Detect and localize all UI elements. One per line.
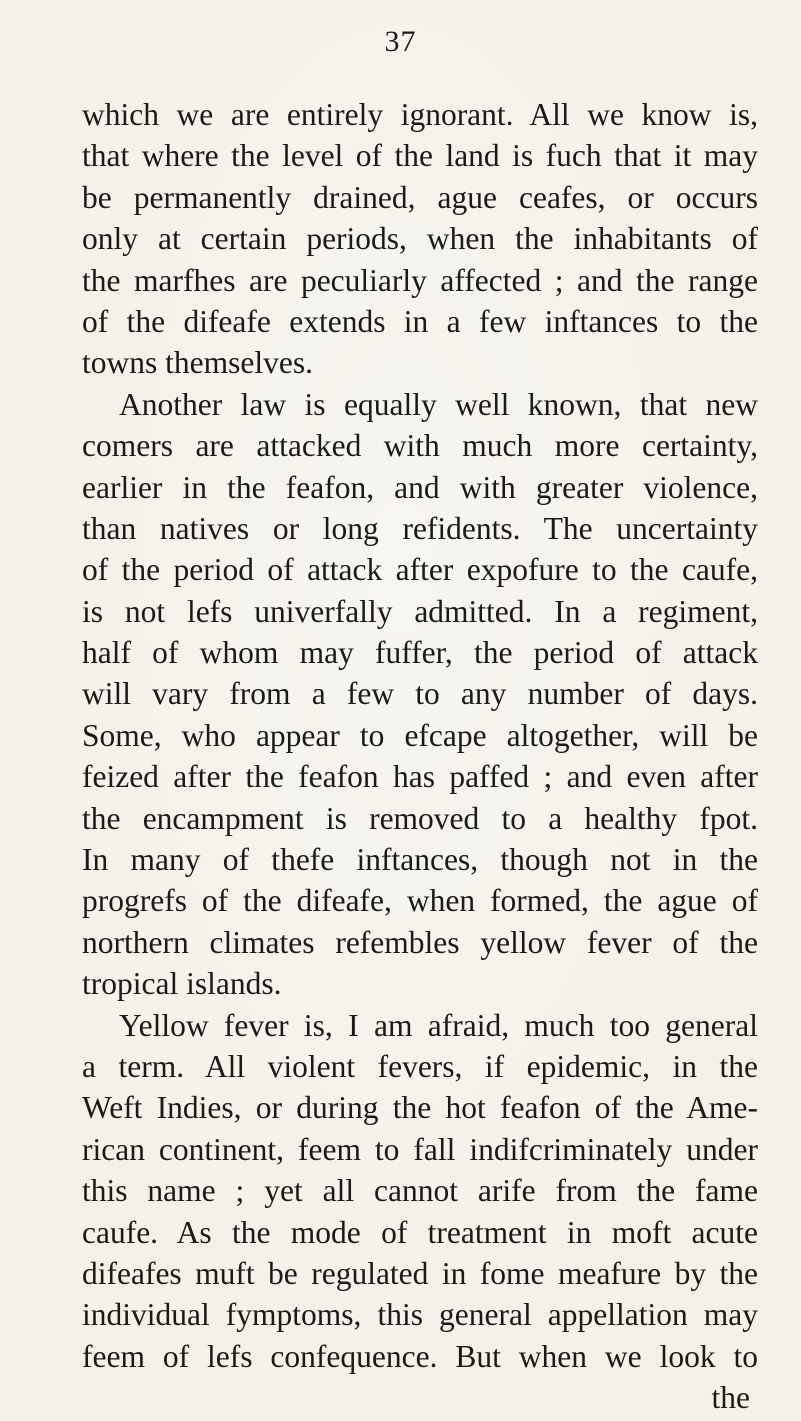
text-line: of the period of attack after expofure to the caufe, <box>82 552 758 588</box>
text-line: feem of lefs confequence. But when we look to <box>82 1338 758 1374</box>
text-line: caufe. As the mode of treatment in moft acute <box>82 1214 758 1250</box>
text-line: of the difeafe extends in a few inftances to the <box>82 303 758 339</box>
text-line: rican continent, feem to fall indifcriminately under <box>82 1131 758 1167</box>
text-line: will vary from a few to any number of days. <box>82 676 758 712</box>
text-line: that where the level of the land is fuch that it may <box>82 138 758 174</box>
text-line: only at certain periods, when the inhabitants of <box>82 221 758 257</box>
text-line: Weft Indies, or during the hot feafon of the Ame- <box>82 1090 758 1126</box>
paragraph-start-line: Yellow fever is, I am afraid, much too general <box>119 1007 758 1043</box>
text-line: northern climates refembles yellow fever of the <box>82 924 758 960</box>
text-line: difeafes muft be regulated in fome meafure by the <box>82 1255 758 1291</box>
text-line: towns themselves. <box>82 345 313 381</box>
text-line: In many of thefe inftances, though not in the <box>82 842 758 878</box>
text-line: the encampment is removed to a healthy fpot. <box>82 800 758 836</box>
text-line: this name ; yet all cannot arife from the fame <box>82 1173 758 1209</box>
text-line: a term. All violent fevers, if epidemic, in the <box>82 1048 758 1084</box>
paragraph-start-line: Another law is equally well known, that new <box>119 386 758 422</box>
text-line: tropical islands. <box>82 966 282 1002</box>
text-line: Some, who appear to efcape altogether, will be <box>82 717 758 753</box>
text-line: progrefs of the difeafe, when formed, the ague of <box>82 883 758 919</box>
page-number: 37 <box>384 25 417 58</box>
text-line: than natives or long refidents. The uncertainty <box>82 510 758 546</box>
text-line: half of whom may fuffer, the period of attack <box>82 635 758 671</box>
catchword: the <box>711 1380 750 1416</box>
text-line: feized after the feafon has paffed ; and even after <box>82 759 758 795</box>
text-line: the marfhes are peculiarly affected ; and the range <box>82 262 758 298</box>
body-text <box>82 94 758 1419</box>
text-line: is not lefs univerfally admitted. In a regiment, <box>82 593 758 629</box>
text-line: which we are entirely ignorant. All we know is, <box>82 97 758 132</box>
text-line: comers are attacked with much more certainty, <box>82 428 758 464</box>
text-line: earlier in the feafon, and with greater violence, <box>82 469 758 505</box>
text-line: individual fymptoms, this general appellation may <box>82 1297 758 1333</box>
text-line: be permanently drained, ague ceafes, or occurs <box>82 179 758 215</box>
